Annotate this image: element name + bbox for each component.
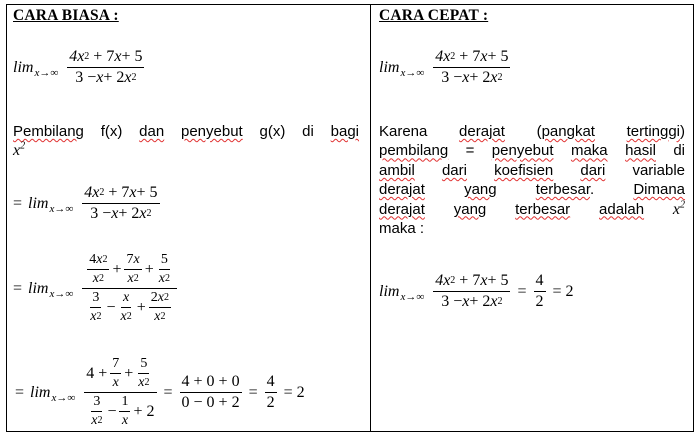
cara-biasa-explanation: Pembilang f(x) dan penyebut g(x) di bagi $x^2$ (13, 123, 360, 160)
cara-biasa-column (7, 4, 370, 432)
step-divided-form: = lim x→∞ 4 x 2 x 2 + 7 x x 2 + 5 x 2 3 x 2 − x x 2 + 2 x 2 x 2 (13, 252, 180, 325)
cara-cepat-header: CARA CEPAT : (379, 7, 489, 24)
limit-expression: lim x→∞ 4x 2 + 7 x + 5 3 − x + 2 x 2 (13, 48, 143, 86)
limit-expression-right: lim x→∞ 4x 2 + 7 x + 5 3 − x + 2 x 2 (379, 48, 509, 86)
quick-result-expression: lim x→∞ 4x 2 + 7 x + 5 3 − x + 2 x 2 = $\frac{4}{2}$ = 2 (379, 272, 574, 310)
cara-cepat-explanation: Karena derajat (pangkat tertinggi) pembilang = penyebut maka hasil di ambil dari koefisien dari variable derajat yang terbesar. Dimana derajat yang terbesar adalah $x^2$ maka : (379, 123, 686, 238)
step-simplified-result: = lim x→∞ 4 + $\frac{7}{x}$ + 5 x 2 3 x 2 − $\frac{1}{x}$ + 2 = $\frac{4 + 0 + 0}{0 - 0 + 2}$ = $\frac{4}{2}$ = 2 (15, 356, 305, 428)
step-equals-limit: = lim x→∞ 4x 2 + 7 x + 5 3 − x + 2 x 2 (13, 184, 158, 222)
cara-cepat-column (371, 4, 693, 432)
cara-biasa-header: CARA BIASA : (13, 7, 119, 24)
